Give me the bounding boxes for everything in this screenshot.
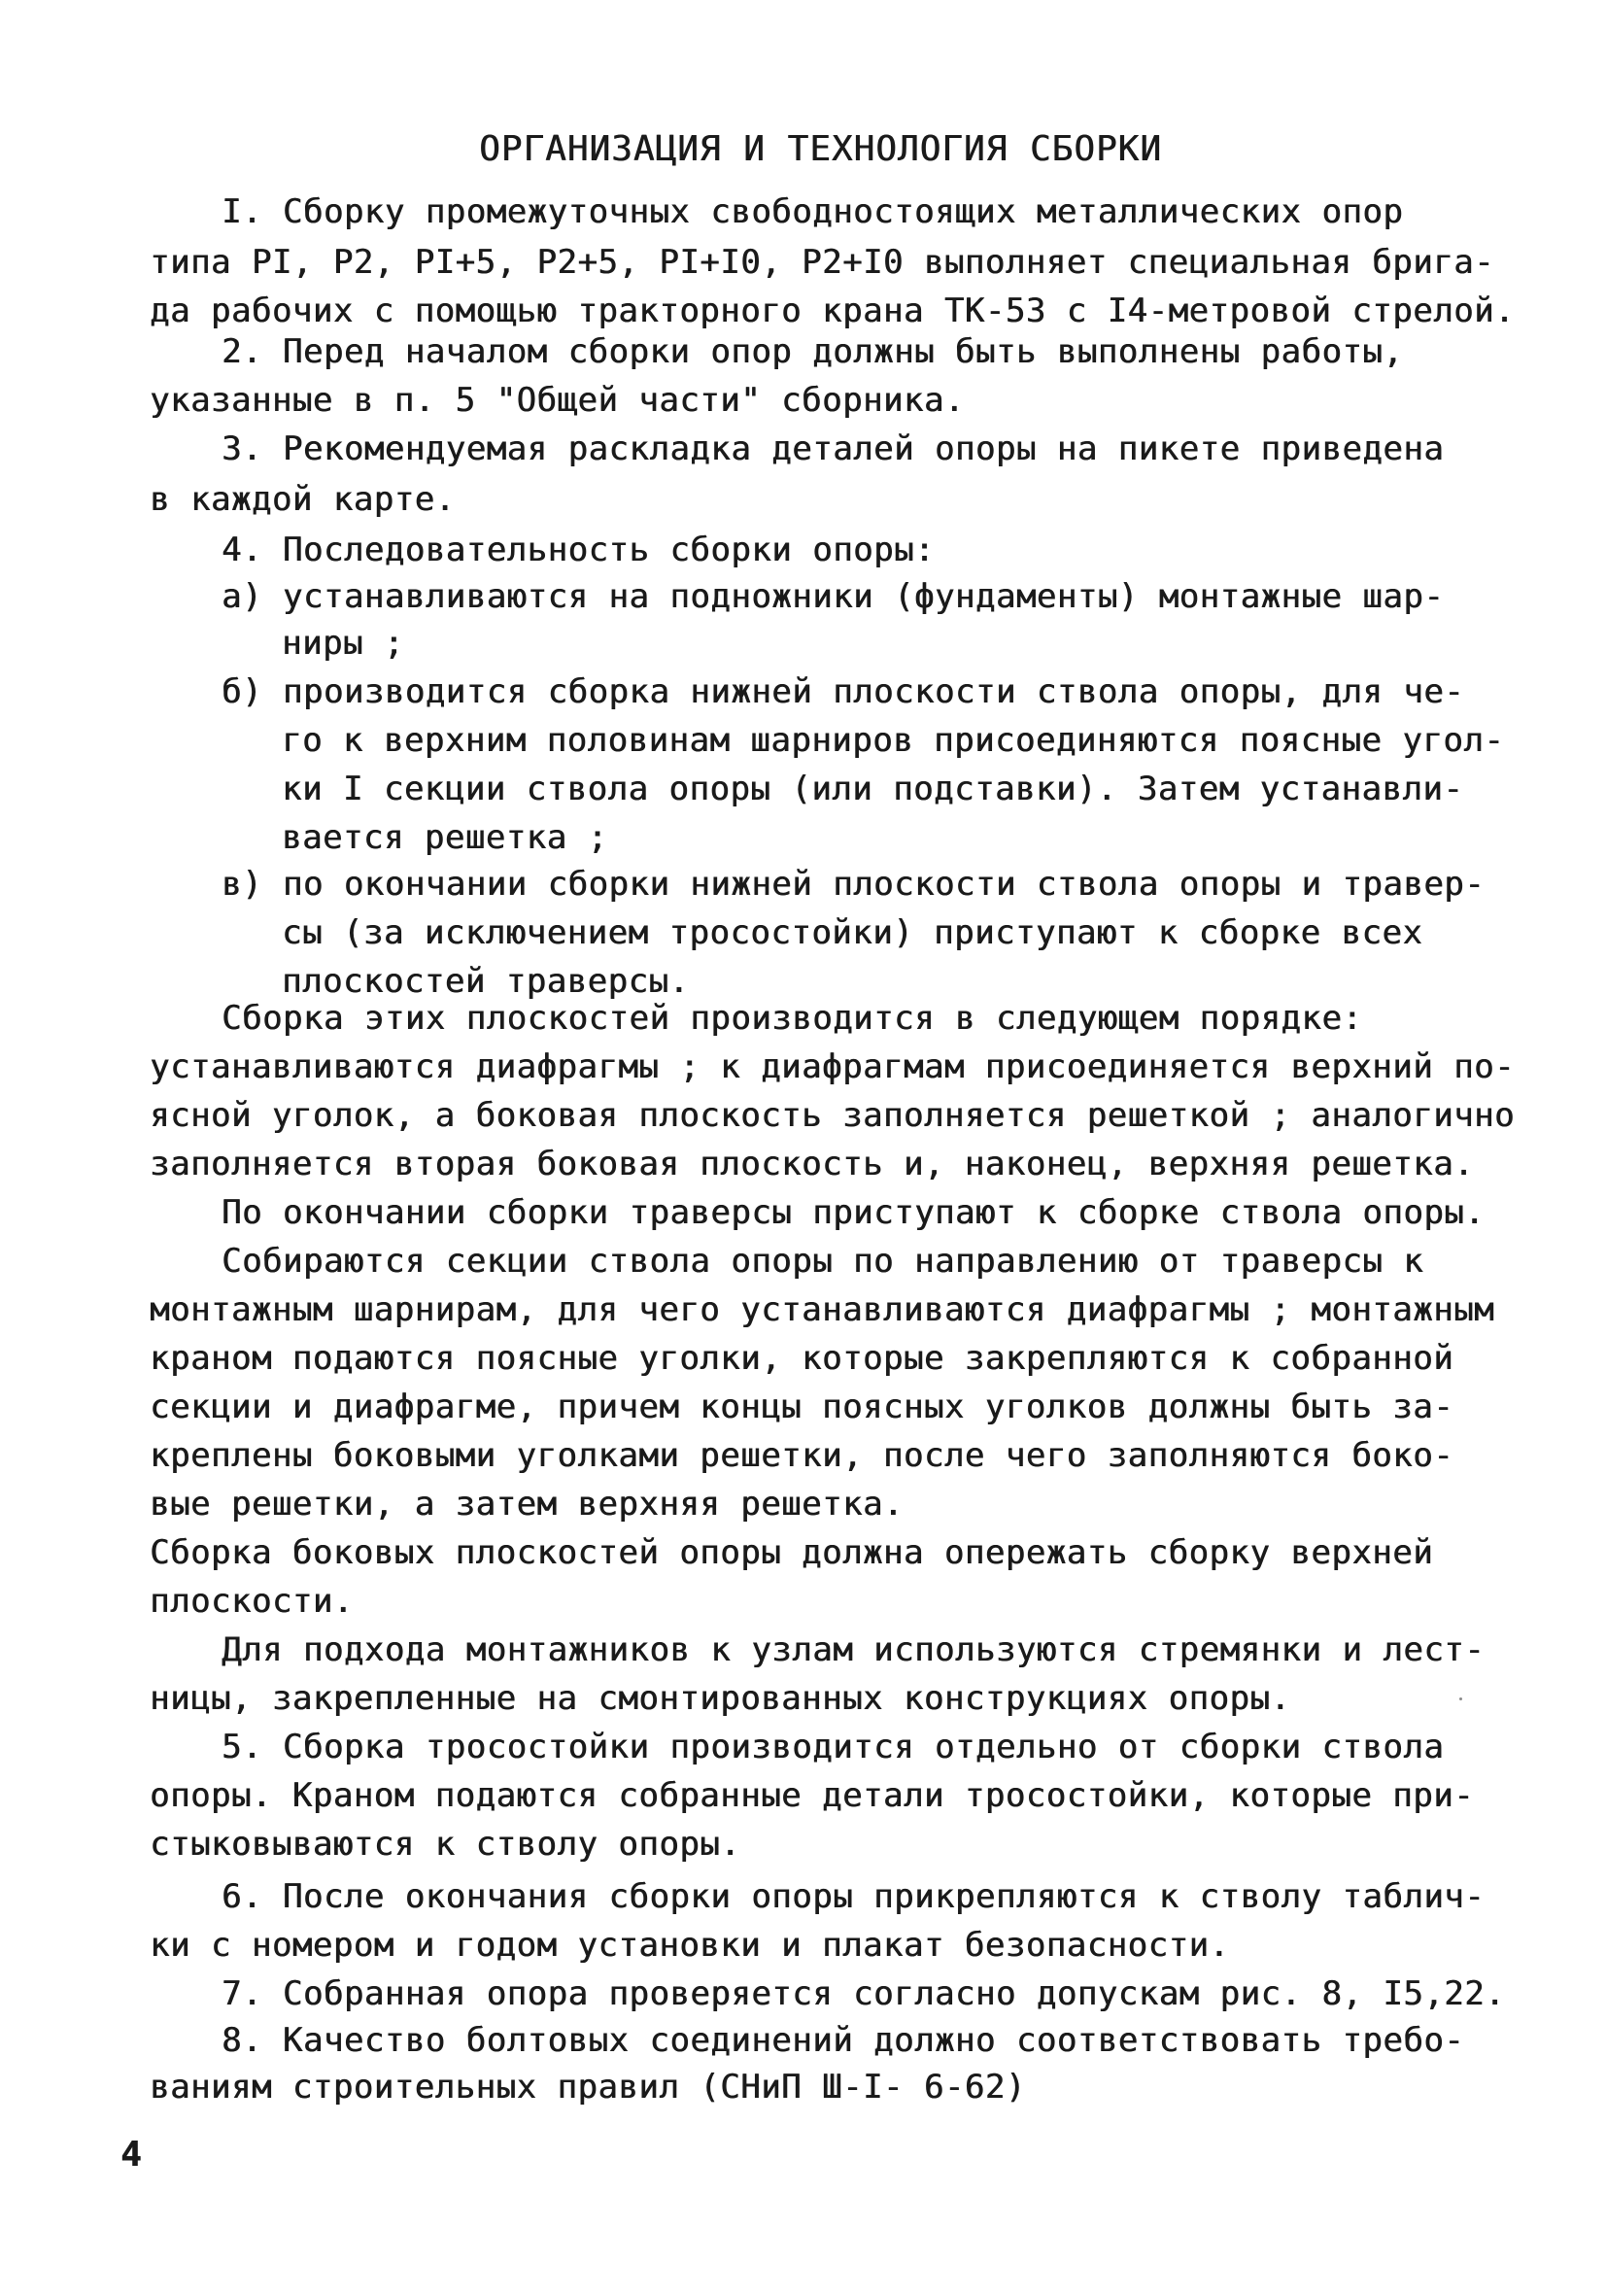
text-line: Собираются секции ствола опоры по направлению от траверсы к — [222, 1242, 1424, 1281]
text-line: секции и диафрагме, причем концы поясных уголков должны быть за- — [150, 1388, 1454, 1426]
text-line: Для подхода монтажников к узлам используются стремянки и лест- — [222, 1630, 1486, 1669]
page-number: 4 — [120, 2135, 143, 2175]
text-line: 4. Последовательность сборки опоры: — [222, 531, 935, 569]
text-line: креплены боковыми уголками решетки, после чего заполняются боко- — [150, 1436, 1454, 1475]
text-line: 7. Собранная опора проверяется согласно допускам рис. 8, I5,22. — [222, 1974, 1506, 2013]
text-line: ясной уголок, а боковая плоскость заполняется решеткой ; аналогично — [150, 1096, 1515, 1135]
text-line: в каждой карте. — [150, 480, 456, 519]
text-line: ки с номером и годом установки и плакат безопасности. — [150, 1926, 1230, 1965]
page-title: ОРГАНИЗАЦИЯ И ТЕХНОЛОГИЯ СБОРКИ — [479, 129, 1162, 169]
text-line: ки I секции ствола опоры (или подставки). Затем устанавли- — [282, 770, 1464, 808]
text-line: ниры ; — [282, 624, 404, 663]
text-line: в) по окончании сборки нижней плоскости ствола опоры и травер- — [222, 865, 1486, 904]
text-line: устанавливаются диафрагмы ; к диафрагмам присоединяется верхний по- — [150, 1047, 1515, 1086]
text-line: По окончании сборки траверсы приступают к сборке ствола опоры. — [222, 1193, 1486, 1232]
scan-speck — [1459, 1697, 1462, 1700]
text-line: вается решетка ; — [282, 818, 608, 857]
text-line: I. Сборку промежуточных свободностоящих металлических опор — [222, 192, 1404, 231]
text-line: 6. После окончания сборки опоры прикрепляются к стволу таблич- — [222, 1877, 1486, 1916]
text-line: краном подаются поясные уголки, которые закрепляются к собранной — [150, 1339, 1454, 1378]
text-line: да рабочих с помощью тракторного крана ТК-53 с I4-метровой стрелой. — [150, 291, 1515, 330]
text-line: монтажным шарнирам, для чего устанавливаются диафрагмы ; монтажным — [150, 1290, 1495, 1329]
text-line: вые решетки, а затем верхняя решетка. — [150, 1485, 904, 1524]
text-line: плоскостей траверсы. — [282, 962, 690, 1001]
text-line: типа PI, P2, PI+5, P2+5, PI+I0, P2+I0 выполняет специальная брига- — [150, 243, 1495, 282]
text-line: заполняется вторая боковая плоскость и, наконец, верхняя решетка. — [150, 1145, 1475, 1183]
text-line: 8. Качество болтовых соединений должно соответствовать требо- — [222, 2021, 1465, 2060]
text-line: ницы, закрепленные на смонтированных конструкциях опоры. — [150, 1679, 1291, 1718]
text-line: а) устанавливаются на подножники (фундаменты) монтажные шар- — [222, 577, 1445, 616]
text-line: 3. Рекомендуемая раскладка деталей опоры на пикете приведена — [222, 429, 1445, 468]
text-line: Сборка боковых плоскостей опоры должна опережать сборку верхней — [150, 1533, 1434, 1572]
text-line: сы (за исключением тросостойки) приступают к сборке всех — [282, 913, 1423, 952]
text-line: ваниям строительных правил (СНиП Ш-I- 6-62) — [150, 2068, 1026, 2107]
text-line: 2. Перед началом сборки опор должны быть выполнены работы, — [222, 332, 1404, 371]
text-line: указанные в п. 5 "Общей части" сборника. — [150, 381, 965, 420]
text-line: Сборка этих плоскостей производится в следующем порядке: — [222, 999, 1363, 1038]
text-line: 5. Сборка тросостойки производится отдельно от сборки ствола — [222, 1728, 1445, 1766]
text-line: опоры. Краном подаются собранные детали тросостойки, которые при- — [150, 1776, 1475, 1815]
text-line: б) производится сборка нижней плоскости ствола опоры, для че- — [222, 672, 1465, 711]
text-line: го к верхним половинам шарниров присоединяются поясные угол- — [282, 721, 1505, 760]
text-line: стыковываются к стволу опоры. — [150, 1825, 741, 1864]
text-line: плоскости. — [150, 1582, 354, 1621]
